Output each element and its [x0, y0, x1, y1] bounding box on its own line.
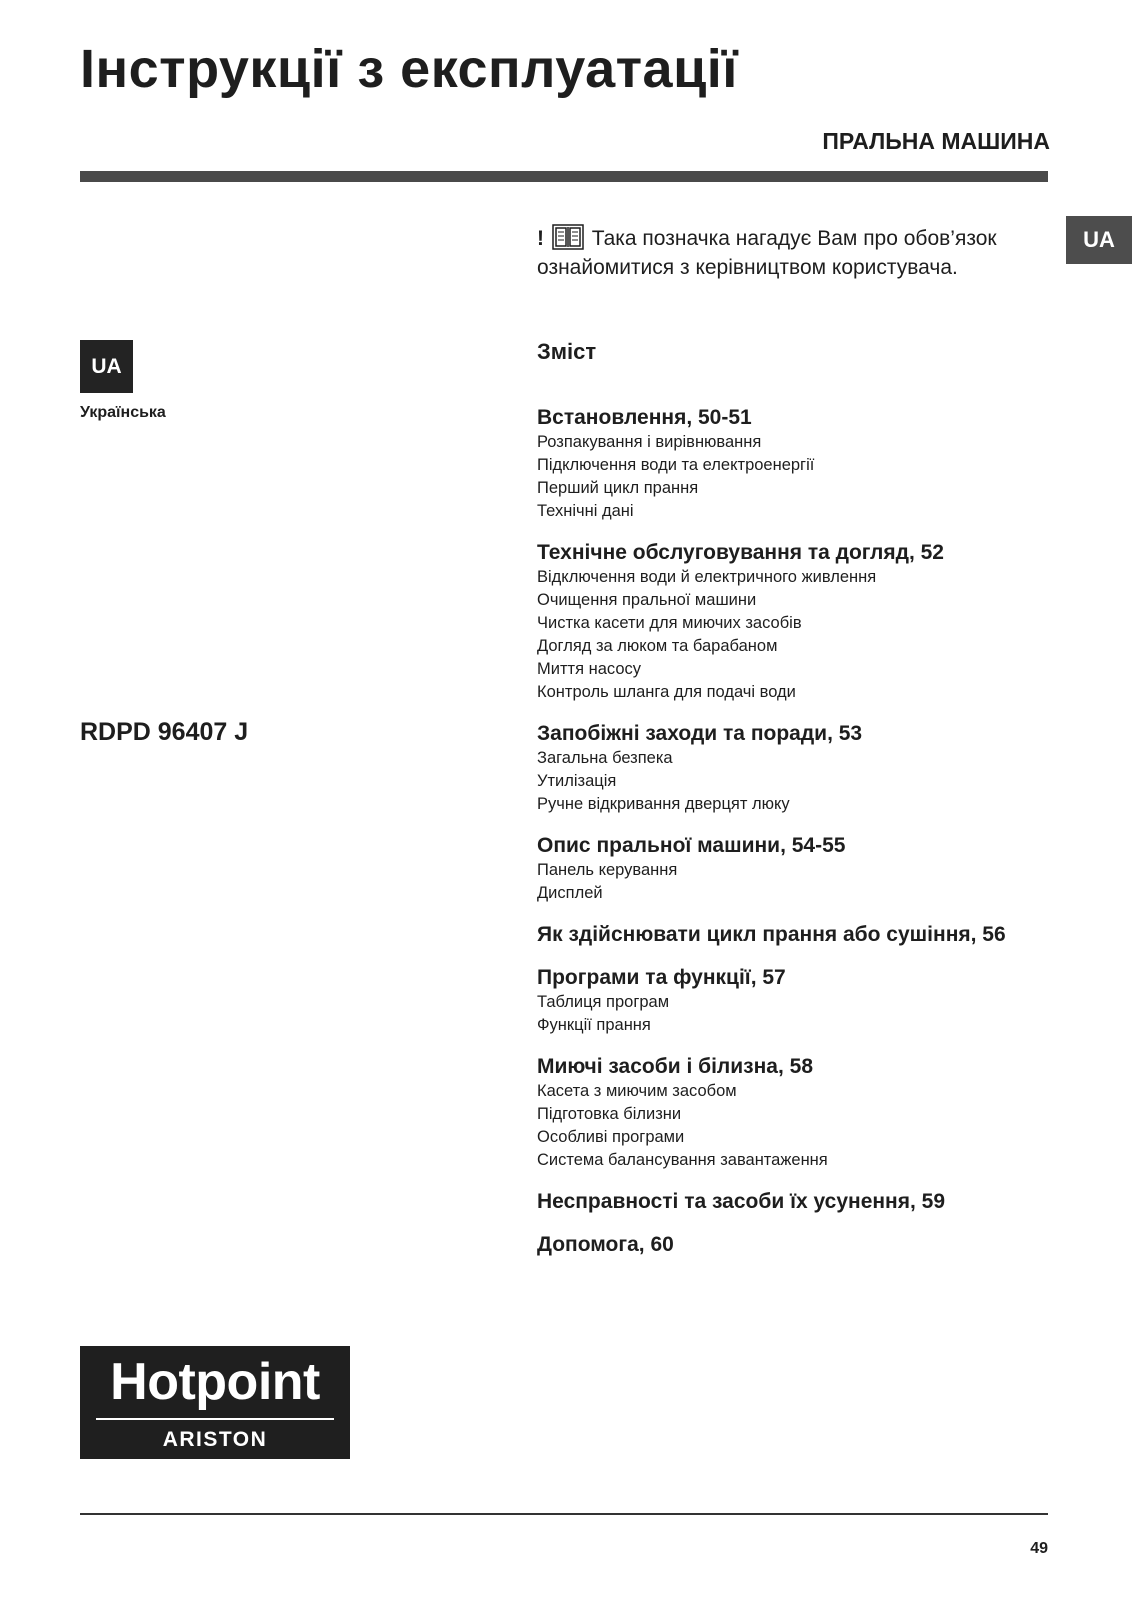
- toc-section-title: Миючі засоби і білизна, 58: [537, 1055, 814, 1078]
- toc-item: Загальна безпека: [537, 749, 673, 767]
- product-type: ПРАЛЬНА МАШИНА: [822, 128, 1050, 154]
- toc-item: Очищення пральної машини: [537, 591, 757, 609]
- logo-brand: Hotpoint: [110, 1353, 320, 1411]
- toc-section-title: Допомога, 60: [537, 1233, 674, 1256]
- model-number: RDPD 96407 J: [80, 718, 249, 746]
- toc-section-title: Програми та функції, 57: [537, 966, 786, 989]
- toc-section-title: Технічне обслуговування та догляд, 52: [537, 541, 944, 564]
- manual-notice: [537, 224, 1057, 280]
- language-label: Українська: [80, 404, 166, 421]
- header-divider: [80, 171, 1048, 182]
- toc-item: Система балансування завантаження: [537, 1151, 828, 1169]
- toc-item: Технічні дані: [537, 502, 634, 520]
- toc-section-title: Опис пральної машини, 54-55: [537, 834, 846, 857]
- toc-section: [537, 1232, 1057, 1258]
- page-number: 49: [1030, 1540, 1048, 1557]
- toc-section: [537, 721, 1057, 816]
- toc-item: Таблиця програм: [537, 993, 670, 1011]
- toc-item: Миття насосу: [537, 660, 641, 678]
- toc-item: Чистка касети для миючих засобів: [537, 614, 802, 632]
- toc-item: Підключення води та електроенергії: [537, 456, 815, 474]
- language-side-tab: UA: [1066, 216, 1132, 264]
- book-icon: [552, 224, 584, 256]
- logo-subbrand: ARISTON: [162, 1428, 268, 1451]
- language-badge: UA: [80, 340, 133, 393]
- toc-section: [537, 540, 1057, 704]
- logo-divider: [96, 1418, 334, 1420]
- page-title: Інструкції з експлуатації: [80, 39, 738, 99]
- toc-section: [537, 405, 1057, 523]
- toc-item: Панель керування: [537, 861, 678, 879]
- toc-section-title: Несправності та засоби їх усунення, 59: [537, 1190, 946, 1213]
- toc-section: [537, 833, 1057, 905]
- toc-item: Ручне відкривання дверцят люку: [537, 795, 790, 813]
- footer-divider: [80, 1513, 1048, 1515]
- toc-heading: Зміст: [537, 339, 597, 364]
- toc-section-title: Запобіжні заходи та поради, 53: [537, 722, 863, 745]
- toc-section: [537, 1189, 1057, 1215]
- toc-item: Функції прання: [537, 1016, 651, 1034]
- warning-mark: !: [537, 227, 544, 250]
- toc-section: [537, 922, 1057, 948]
- toc-item: Утилізація: [537, 772, 617, 790]
- toc-item: Відключення води й електричного живлення: [537, 568, 877, 586]
- toc-item: Перший цикл прання: [537, 479, 699, 497]
- toc-item: Розпакування і вирівнювання: [537, 433, 762, 451]
- toc-section-title: Як здійснювати цикл прання або сушіння, 56: [537, 923, 1006, 946]
- toc-item: Дисплей: [537, 884, 603, 902]
- toc-item: Особливі програми: [537, 1128, 685, 1146]
- brand-logo: [80, 1346, 350, 1459]
- toc-item: Підготовка білизни: [537, 1105, 682, 1123]
- toc-item: Контроль шланга для подачі води: [537, 683, 796, 701]
- toc-item: Касета з миючим засобом: [537, 1082, 737, 1100]
- toc-section: [537, 965, 1057, 1037]
- toc-section: [537, 1054, 1057, 1172]
- table-of-contents: [537, 405, 1057, 1275]
- toc-section-title: Встановлення, 50-51: [537, 406, 752, 429]
- notice-text: Така позначка нагадує Вам про обов’язок ознайомитися з керівництвом користувача.: [537, 227, 997, 279]
- toc-item: Догляд за люком та барабаном: [537, 637, 778, 655]
